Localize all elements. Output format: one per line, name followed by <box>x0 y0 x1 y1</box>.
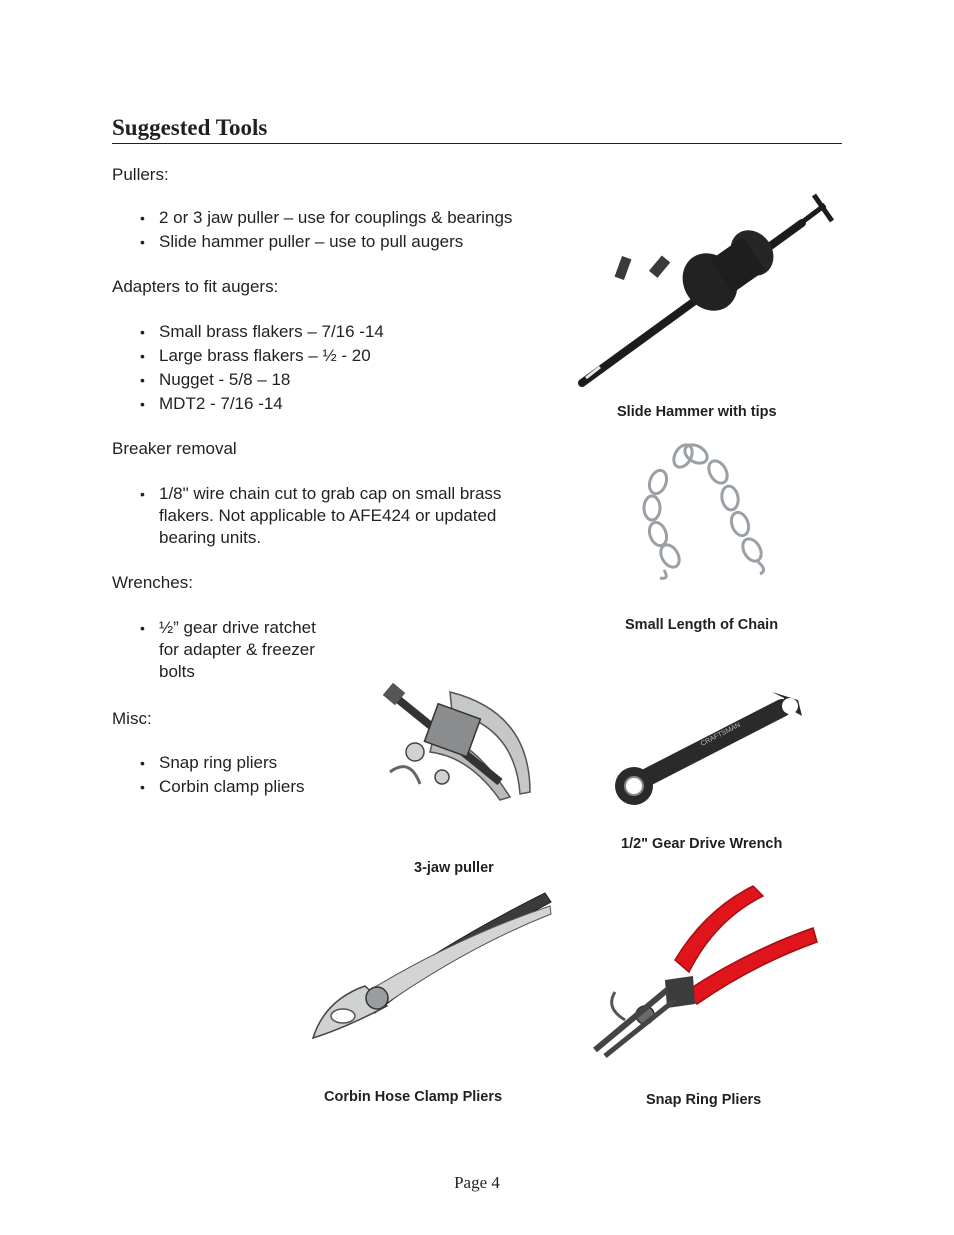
caption-chain: Small Length of Chain <box>625 617 779 633</box>
caption-slide-hammer: Slide Hammer with tips <box>617 404 777 420</box>
pullers-list <box>140 207 512 255</box>
snap-ring-pliers-image <box>585 880 820 1065</box>
slide-hammer-image <box>570 185 850 395</box>
section-label-adapters: Adapters to fit augers: <box>112 277 279 296</box>
three-jaw-puller-image <box>380 672 540 807</box>
svg-text:CRAFTSMAN: CRAFTSMAN <box>699 721 742 748</box>
gear-drive-wrench-image <box>612 686 807 811</box>
section-label-wrenches: Wrenches: <box>112 573 193 592</box>
list-item: • Snap ring pliers <box>140 752 305 774</box>
list-item: • Corbin clamp pliers <box>140 776 305 798</box>
wrenches-list <box>140 617 340 685</box>
list-item: • 2 or 3 jaw puller – use for couplings & bearings <box>140 207 512 229</box>
list-item: • Nugget - 5/8 – 18 <box>140 369 384 391</box>
caption-wrench: 1/2" Gear Drive Wrench <box>621 836 783 852</box>
corbin-pliers-image <box>305 888 555 1048</box>
caption-corbin-pliers: Corbin Hose Clamp Pliers <box>324 1089 503 1105</box>
misc-list <box>140 752 305 800</box>
page-title: Suggested Tools <box>112 114 842 144</box>
section-label-breaker-removal: Breaker removal <box>112 439 237 458</box>
list-item: • 1/8" wire chain cut to grab cap on small brass flakers. Not applicable to AFE424 or updated bearing units. <box>140 483 540 549</box>
list-item: • MDT2 - 7/16 -14 <box>140 393 384 415</box>
list-item: • Slide hammer puller – use to pull augers <box>140 231 512 253</box>
page-number: Page 4 <box>454 1173 500 1192</box>
breaker-list <box>140 483 540 551</box>
caption-snap-ring-pliers: Snap Ring Pliers <box>646 1092 762 1108</box>
list-item: • Small brass flakers – 7/16 -14 <box>140 321 384 343</box>
chain-image <box>628 442 778 582</box>
caption-three-jaw-puller: 3-jaw puller <box>414 860 494 876</box>
section-label-misc: Misc: <box>112 709 152 728</box>
list-item: • Large brass flakers – ½ - 20 <box>140 345 384 367</box>
list-item: • ½” gear drive ratchet for adapter & freezer bolts <box>140 617 340 683</box>
adapters-list <box>140 321 384 417</box>
section-label-pullers: Pullers: <box>112 165 169 184</box>
